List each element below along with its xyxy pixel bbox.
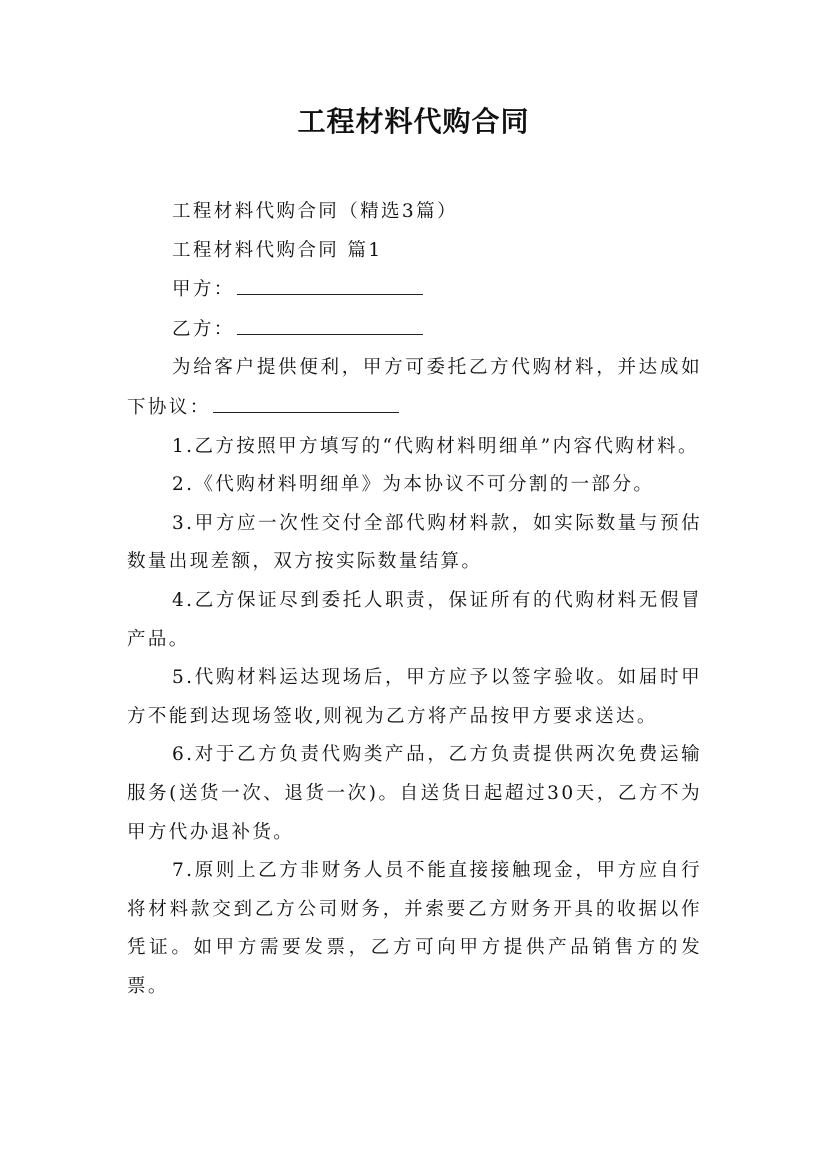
party-a-label: 甲方：	[172, 279, 235, 301]
clause-7: 7.原则上乙方非财务人员不能直接接触现金，甲方应自行将材料款交到乙方公司财务，并索要乙方财务开具的收据以作凭证。如甲方需要发票，乙方可向甲方提供产品销售方的发票。	[127, 860, 702, 997]
clause-5: 5.代购材料运达现场后，甲方应予以签字验收。如届时甲方不能到达现场签收,则视为乙方将产品按甲方要求送达。	[127, 667, 702, 727]
clause-3: 3.甲方应一次性交付全部代购材料款，如实际数量与预估数量出现差额，双方按实际数量结算。	[127, 512, 702, 573]
clause-2: 2.《代购材料明细单》为本协议不可分割的一部分。	[172, 474, 655, 496]
party-a-blank	[237, 270, 423, 295]
section-heading: 工程材料代购合同 篇1	[172, 239, 383, 261]
document-title: 工程材料代购合同	[297, 105, 530, 138]
party-b-line	[127, 310, 702, 350]
clause-1: 1.乙方按照甲方填写的“代购材料明细单”内容代购材料。	[172, 435, 699, 457]
party-b-blank	[237, 310, 423, 335]
intro-text: 为给客户提供便利，甲方可委托乙方代购材料，并达成如下协议：	[127, 357, 702, 418]
party-a-line	[127, 270, 702, 310]
intro-blank	[213, 388, 399, 413]
party-b-label: 乙方：	[172, 318, 235, 340]
clause-4: 4.乙方保证尽到委托人职责，保证所有的代购材料无假冒产品。	[127, 589, 702, 650]
intro-paragraph	[127, 349, 702, 427]
clause-6: 6.对于乙方负责代购类产品，乙方负责提供两次免费运输服务(送货一次、退货一次)。自送货日起超过30天，乙方不为甲方代办退补货。	[127, 744, 702, 843]
subtitle: 工程材料代购合同（精选3篇）	[172, 201, 458, 222]
document-body	[127, 193, 702, 1006]
